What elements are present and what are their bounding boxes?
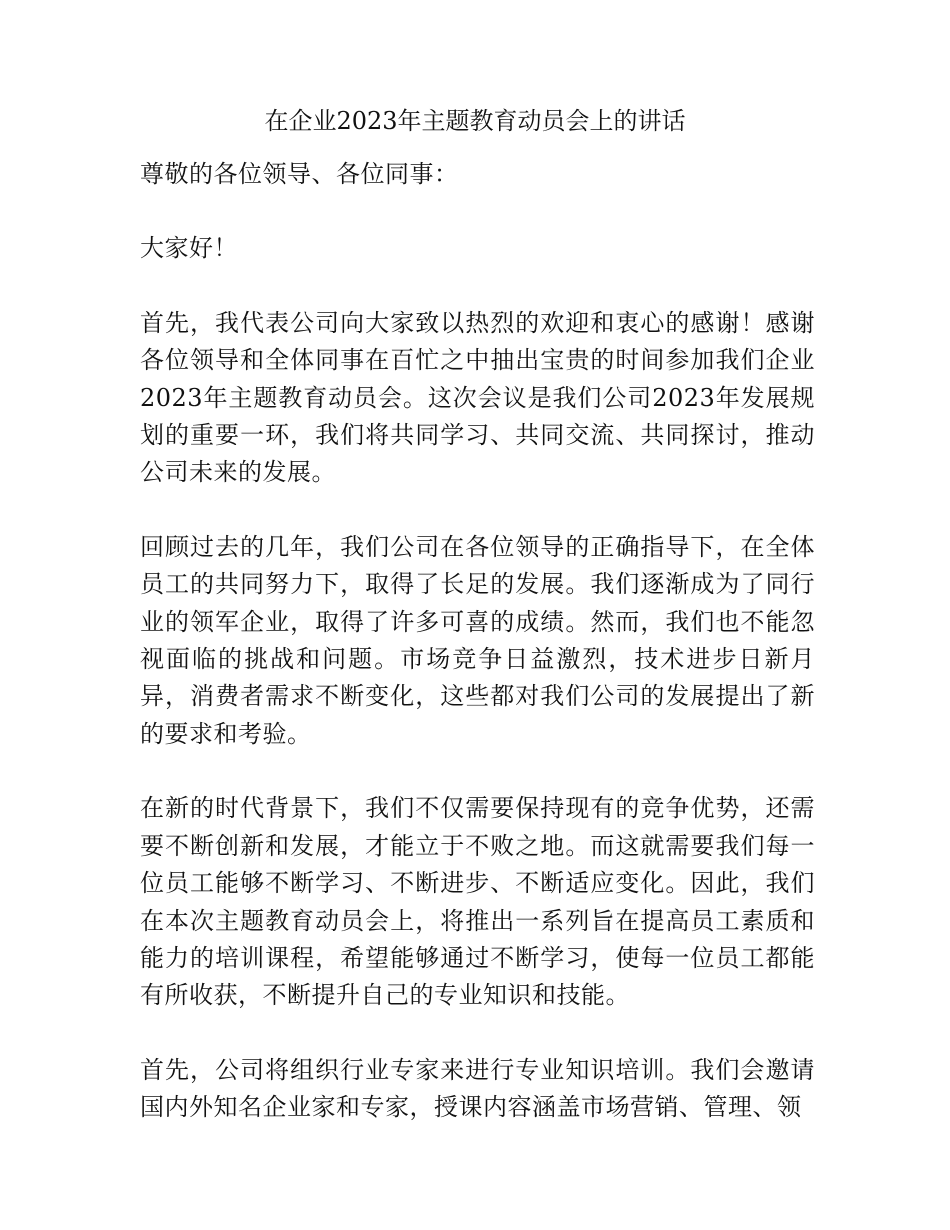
document-title: 在企业2023年主题教育动员会上的讲话: [264, 107, 686, 135]
paragraph-review: 回顾过去的几年，我们公司在各位领导的正确指导下，在全体员工的共同努力下，取得了长足的发展。我们逐渐成为了同行业的领军企业，取得了许多可喜的成绩。然而，我们也不能忽视面临的挑战和问题。市场竞争日益激烈，技术进步日新月异，消费者需求不断变化，这些都对我们公司的发展提出了新的要求和考验。: [140, 532, 815, 748]
paragraph-training: 首先，公司将组织行业专家来进行专业知识培训。我们会邀请国内外知名企业家和专家，授课内容涵盖市场营销、管理、领: [140, 1055, 815, 1122]
salutation: 尊敬的各位领导、各位同事：: [140, 160, 459, 188]
paragraph-welcome: 首先，我代表公司向大家致以热烈的欢迎和衷心的感谢！感谢各位领导和全体同事在百忙之中抽出宝贵的时间参加我们企业2023年主题教育动员会。这次会议是我们公司2023年发展规划的重要一环，我们将共同学习、共同交流、共同探讨，推动公司未来的发展。: [140, 308, 815, 487]
greeting: 大家好！: [140, 234, 238, 263]
paragraph-new-era: 在新的时代背景下，我们不仅需要保持现有的竞争优势，还需要不断创新和发展，才能立于不败之地。而这就需要我们每一位员工能够不断学习、不断进步、不断适应变化。因此，我们在本次主题教育动员会上，将推出一系列旨在提高员工素质和能力的培训课程，希望能够通过不断学习，使每一位员工都能有所收获，不断提升自己的专业知识和技能。: [140, 794, 815, 1010]
document-body: [140, 156, 815, 1127]
